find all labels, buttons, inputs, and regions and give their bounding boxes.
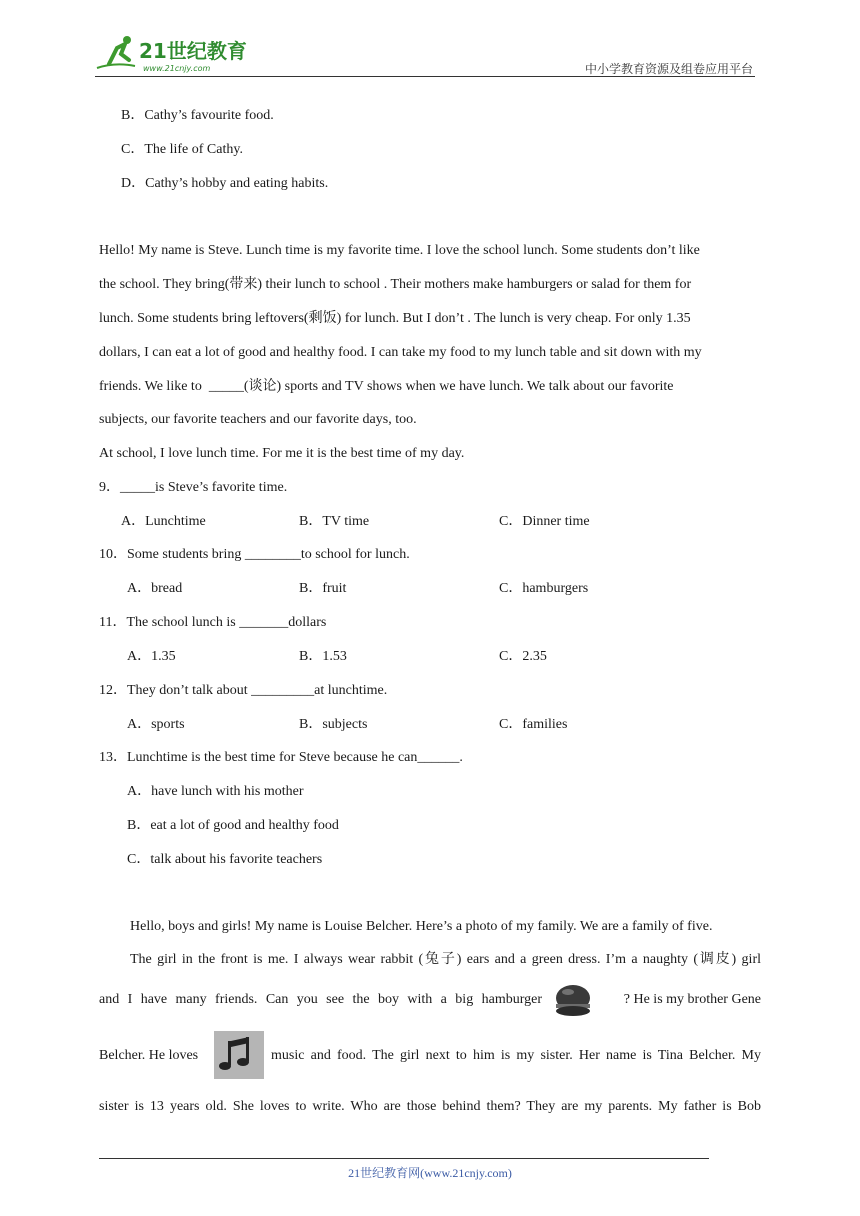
passage-line-1: Hello! My name is Steve. Lunch time is my favorite time. I love the school lunch. Some students don’t like	[99, 243, 700, 258]
question-10-stem: 10．Some students bring ________to school for lunch.	[99, 547, 410, 562]
page-header	[95, 30, 755, 78]
story-line-3a: and I have many friends. Can you see the boy with a big hamburger	[99, 992, 542, 1007]
hamburger-image	[553, 982, 593, 1018]
music-note-icon	[214, 1031, 264, 1079]
story-line-3b: ? He is my brother Gene	[623, 992, 761, 1007]
header-divider	[95, 76, 755, 77]
site-logo	[95, 34, 265, 74]
question-9-option-a: A．Lunchtime	[121, 514, 206, 529]
platform-name: 中小学教育资源及组卷应用平台	[584, 62, 753, 76]
question-11-stem: 11．The school lunch is _______dollars	[99, 615, 327, 630]
question-12-option-c: C．families	[499, 717, 568, 732]
question-11-option-a: A．1.35	[127, 649, 176, 664]
q8-option-b: B．Cathy’s favourite food.	[121, 108, 274, 123]
story-line-1: Hello, boys and girls! My name is Louise Belcher. Here’s a photo of my family. We are a family of five.	[130, 919, 713, 934]
question-13-stem: 13．Lunchtime is the best time for Steve because he can______.	[99, 750, 463, 765]
story-line-4b: music and food. The girl next to him is my sister. Her name is Tina Belcher. My	[271, 1048, 761, 1063]
question-11-option-c: C．2.35	[499, 649, 547, 664]
question-9-stem: 9．_____is Steve’s favorite time.	[99, 480, 288, 495]
q8-option-c: C．The life of Cathy.	[121, 142, 243, 157]
passage-line-5: friends. We like to _____(谈论) sports and TV shows when we have lunch. We talk about our favorite	[99, 379, 674, 394]
story-line-4a: Belcher. He loves	[99, 1048, 199, 1063]
q8-option-d: D．Cathy’s hobby and eating habits.	[121, 176, 329, 191]
svg-text:www.21cnjy.com: www.21cnjy.com	[143, 64, 211, 73]
question-13-option-b: B．eat a lot of good and healthy food	[127, 818, 339, 833]
question-10-option-b: B．fruit	[299, 581, 347, 596]
question-9-option-b: B．TV time	[299, 514, 370, 529]
story-line-2: The girl in the front is me. I always wear rabbit (兔子) ears and a green dress. I’m a naughty (调皮) girl	[130, 952, 761, 967]
svg-text:21世纪教育: 21世纪教育	[139, 39, 247, 63]
question-12-option-a: A．sports	[127, 717, 185, 732]
question-13-option-c: C．talk about his favorite teachers	[127, 852, 323, 867]
passage-line-4: dollars, I can eat a lot of good and healthy food. I can take my food to my lunch table and sit down with my	[99, 345, 702, 360]
story-line-5: sister is 13 years old. She loves to write. Who are those behind them? They are my parents. My father is Bob	[99, 1099, 761, 1114]
question-10-option-a: A．bread	[127, 581, 183, 596]
page-footer: 21世纪教育网(www.21cnjy.com)	[348, 1166, 512, 1180]
question-11-option-b: B．1.53	[299, 649, 347, 664]
footer-divider	[99, 1158, 709, 1159]
question-12-stem: 12．They don’t talk about _________at lunchtime.	[99, 683, 388, 698]
passage-line-6: subjects, our favorite teachers and our favorite days, too.	[99, 412, 417, 427]
passage-line-3: lunch. Some students bring leftovers(剩饭) for lunch. But I don’t . The lunch is very cheap. For only 1.35	[99, 311, 691, 326]
passage-line-7: At school, I love lunch time. For me it is the best time of my day.	[99, 446, 465, 461]
passage-line-2: the school. They bring(带来) their lunch to school . Their mothers make hamburgers or salad for them for	[99, 277, 692, 292]
question-13-option-a: A．have lunch with his mother	[127, 784, 304, 799]
question-10-option-c: C．hamburgers	[499, 581, 589, 596]
question-12-option-b: B．subjects	[299, 717, 368, 732]
music-notes-image	[214, 1031, 264, 1079]
question-9-option-c: C．Dinner time	[499, 514, 590, 529]
